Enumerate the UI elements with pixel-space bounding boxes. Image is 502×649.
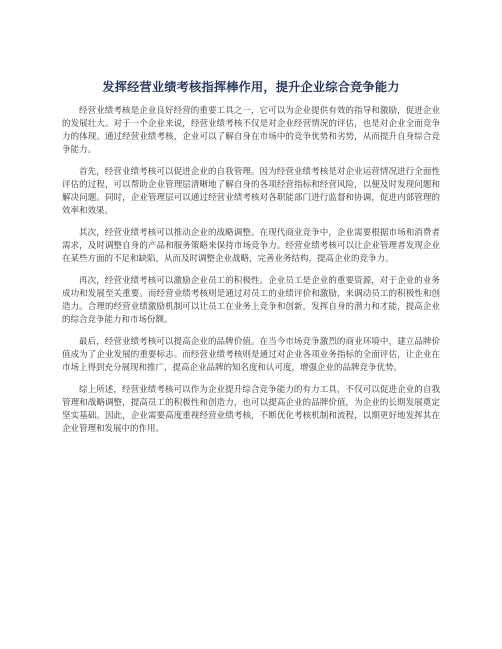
paragraph-strategy-adjustment: 其次，经营业绩考核可以推动企业的战略调整。在现代商业竞争中，企业需要根据市场和消费者需求，及时调整自身的产品和服务策略来保持市场竞争力。经营业绩考核可以让企业管理者发现企业在某些方面的不足和缺陷，从而及时调整企业战略，完善业务结构，提高企业的竞争力。 <box>62 228 440 264</box>
paragraph-conclusion: 综上所述，经营业绩考核可以作为企业提升综合竞争能力的有力工具，不仅可以促进企业的自我管理和战略调整，提高员工的积极性和创造力，也可以提高企业的品牌价值，为企业的长期发展奠定坚实基础。因此，企业需要高度重视经营业绩考核，不断优化考核机制和流程，以期更好地发挥其在企业管理和发展中的作用。 <box>62 385 440 434</box>
document-title: 发挥经营业绩考核指挥棒作用，提升企业综合竞争能力 <box>102 80 400 94</box>
paragraph-brand-value: 最后，经营业绩考核可以提高企业的品牌价值。在当今市场竞争激烈的商业环境中，建立品牌价值成为了企业发展的重要标志。而经营业绩考核则是通过对企业各项业务指标的全面评估，让企业在市场上得到充分展现和推广，提高企业品牌的知名度和认可度，增强企业的品牌竞争优势。 <box>62 337 440 373</box>
paragraph-self-management: 首先，经营业绩考核可以促进企业的自我管理。因为经营业绩考核是对企业运营情况进行全面性评估的过程，可以帮助企业管理层清晰地了解自身的各项经营指标和经营风险，以便及时发现问题和解决问题。同时，企业管理层可以通过经营业绩考核对各职能部门进行监督和协调，促进内部管理的效率和效果。 <box>62 167 440 216</box>
paragraph-employee-motivation: 再次，经营业绩考核可以激励企业员工的积极性。企业员工是企业的重要资源，对于企业的业务成功和发展至关重要。而经营业绩考核则是通过对员工的业绩评价和激励，来调动员工的积极性和创造力。合理的经营业绩激励机制可以让员工在业务上竞争和创新，发挥自身的潜力和才能，提高企业的综合竞争能力和市场份额。 <box>62 276 440 325</box>
paragraph-intro: 经营业绩考核是企业良好经营的重要工具之一，它可以为企业提供有效的指导和激励，促进企业的发展壮大。对于一个企业来说，经营业绩考核不仅是对企业经营情况的评估，也是对企业全面竞争力的体现。通过经营业绩考核，企业可以了解自身在市场中的竞争优势和劣势，从而提升自身综合竞争能力。 <box>62 106 440 155</box>
